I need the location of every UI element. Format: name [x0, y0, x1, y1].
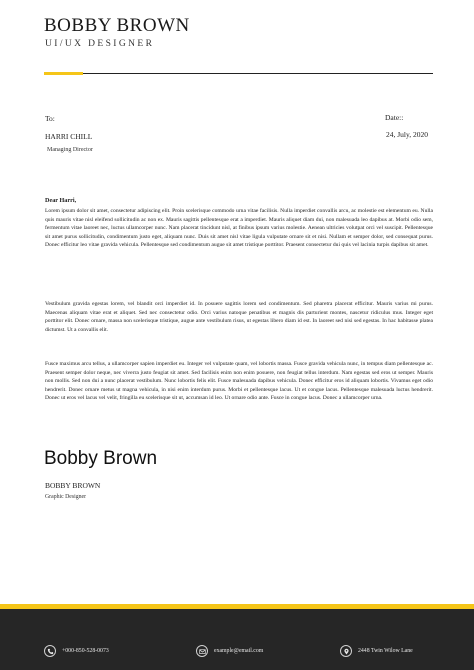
- sender-title: UI/UX DESIGNER: [45, 39, 155, 49]
- recipient-position: Managing Director: [47, 147, 93, 153]
- sender-name: BOBBY BROWN: [44, 15, 190, 36]
- phone-icon: [44, 645, 56, 657]
- footer: [0, 609, 474, 670]
- footer-address-text: 2448 Twin Wilow Lane: [358, 648, 413, 654]
- footer-phone[interactable]: [44, 644, 109, 658]
- footer-email[interactable]: [196, 644, 263, 658]
- header-divider: [44, 73, 433, 74]
- signature-role: Graphic Designer: [45, 494, 87, 500]
- footer-email-text: example@email.com: [214, 648, 264, 654]
- salutation: Dear Harri,: [45, 197, 77, 204]
- date-label: Date::: [385, 113, 404, 122]
- body-paragraph-3: Fusce maximus arcu tellus, a ullamcorper sapien imperdiet eu. Integer vel vulputate quam, vel lobortis massa. Fusce gravida vehicula nunc, in tempus diam pellentesque ac. Praesent semper dolor neque, nec viverra justo feugiat sit amet. Sed facilisis enim non enim posuere, non feugiat tellus interdum. Nam egestas sed eros ut semper. Mauris non mollis. Sed non dui a nunc placerat vestibulum. Nunc lobortis felis elit. Fusce malesuada dapibus vehicula. Donec efficitur eros id aliquam lobortis. Vivamus eget odio hendrerit. Donec ornare metus ut magna vehicula, in nisi enim interdum purus. Morbi et pellentesque lacus. Ut et congue lacus. Pellentesque malesuada luctus hendrerit. Donec ut eros vel lacus vel velit, fringilla eu scelerisque sit ut, accumsan id leo. Ut ornare odio ante. Fusce in congue lacus. Donec a ullamcorper urna.: [45, 361, 433, 401]
- footer-address: [340, 644, 413, 658]
- location-icon: [340, 645, 352, 657]
- body-paragraph-2: Vestibulum gravida egestas lorem, vel blandit orci imperdiet id. In posuere sagittis lorem sed condimentum. Sed pharetra placerat efficitur. Mauris varius mi purus. Maecenas aliquam vitae erat et aliquet. Sed nec consectetur odio. Orci varius natoque penatibus et magnis dis parturient montes, nascetur ridiculus mus. Integer eget porttitor elit. Donec ornare, massa non scelerisque tristique, augue ante vestibulum risus, ut egestas libero diam id est. In laoreet sed nisi sed egestas. In hac habitasse platea dictumst. Ut a convallis elit.: [45, 301, 433, 333]
- signature-name: BOBBY BROWN: [45, 481, 101, 490]
- signature-name-large: Bobby Brown: [44, 448, 158, 469]
- to-label: To:: [45, 114, 55, 123]
- email-icon: [196, 645, 208, 657]
- footer-phone-text: +000-850-528-0073: [62, 648, 109, 654]
- body-paragraph-1: Lorem ipsum dolor sit amet, consectetur adipiscing elit. Proin scelerisque commodo urna vitae facilisis. Nulla imperdiet convallis arcu, ac molestie est elementum eu. Nulla quis mauris vitae nisl eleifend sollicitudin ac non ex. Mauris sagittis pellentesque erat a imperdiet. Mauris aliquet diam dui, non malesuada leo dapibus at. Morbi odio sem, fermentum vitae laoreet nec, luctus ullamcorper nunc. Nam placerat tincidunt nisl, at finibus ipsum varius molestie. Aenean ultricies volutpat orci vel suscipit. Pellentesque sit amet purus sollicitudin, condimentum justo eget, aliquam nunc. Duis sit amet nisl vitae ligula vulputate ornare sit et nisi. Nullam et semper dolor, sed consequat purus. Donec efficitur leo vitae gravida vehicula. Pellentesque sed condimentum augue sit amet tristique porttitor. Praesent consectetur dui quis vel lacinia turpis dapibus sit amet.: [45, 208, 433, 248]
- recipient-name: HARRI CHILL: [45, 132, 93, 141]
- date-value: 24, July, 2020: [386, 130, 429, 139]
- header-accent-bar: [44, 72, 83, 75]
